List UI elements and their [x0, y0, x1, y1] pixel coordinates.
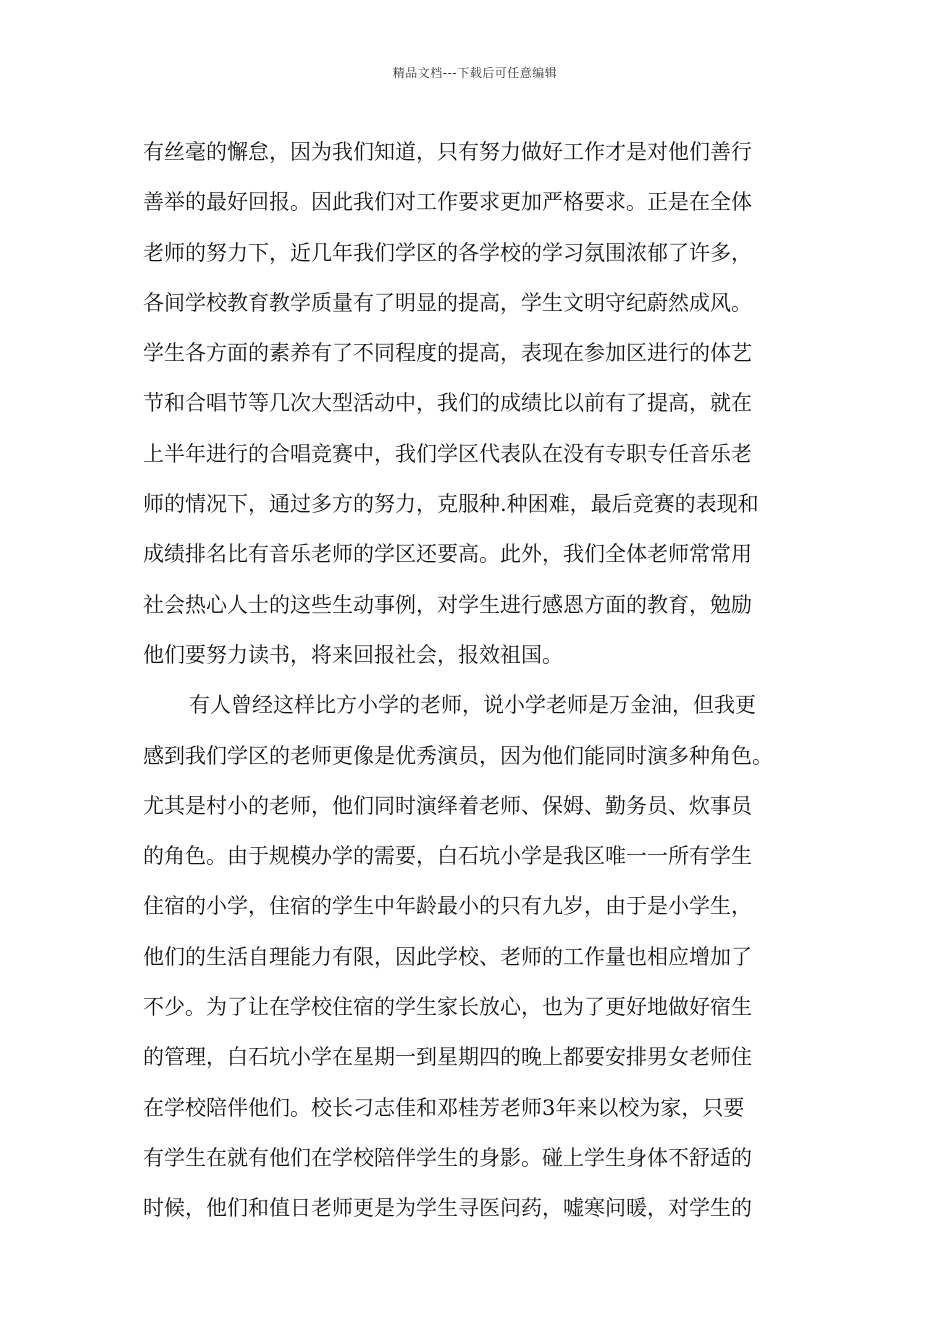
text-line: 尤其是村小的老师，他们同时演绎着老师、保姆、勤务员、炊事员	[143, 793, 752, 818]
text-line: 不少。为了让在学校住宿的学生家长放心，也为了更好地做好宿生	[143, 995, 752, 1020]
text-line: 的管理，白石坑小学在星期一到星期四的晚上都要安排男女老师住	[143, 1045, 752, 1070]
text-line: 的角色。由于规模办学的需要，白石坑小学是我区唯一一所有学生	[143, 844, 752, 869]
text-line: 在学校陪伴他们。校长刁志佳和邓桂芳老师3年来以校为家，只要	[143, 1095, 745, 1120]
text-line: 时候，他们和值日老师更是为学生寻医问药，嘘寒问暖，对学生的	[143, 1196, 752, 1221]
text-line: 他们的生活自理能力有限，因此学校、老师的工作量也相应增加了	[143, 944, 752, 969]
text-line: 社会热心人士的这些生动事例，对学生进行感恩方面的教育，勉励	[143, 592, 752, 617]
text-line: 住宿的小学，住宿的学生中年龄最小的只有九岁，由于是小学生，	[143, 894, 752, 919]
body-text	[143, 127, 823, 1234]
text-line: 有学生在就有他们在学校陪伴学生的身影。碰上学生身体不舒适的	[143, 1145, 752, 1170]
text-line: 善举的最好回报。因此我们对工作要求更加严格要求。正是在全体	[143, 190, 752, 215]
text-line: 成绩排名比有音乐老师的学区还要高。此外，我们全体老师常常用	[143, 542, 752, 567]
text-line: 有丝毫的懈怠，因为我们知道，只有努力做好工作才是对他们善行	[143, 140, 752, 164]
text-line: 师的情况下，通过多方的努力，克服种.种困难，最后竞赛的表现和	[143, 492, 759, 517]
page-header: 精品文档---下载后可任意编辑	[392, 66, 558, 80]
text-line: 节和合唱节等几次大型活动中，我们的成绩比以前有了提高，就在	[143, 391, 752, 416]
text-line: 老师的努力下，近几年我们学区的各学校的学习氛围浓郁了许多，	[143, 240, 752, 265]
text-line: 各间学校教育教学质量有了明显的提高，学生文明守纪蔚然成风。	[143, 290, 752, 315]
paragraph-start-line: 有人曾经这样比方小学的老师，说小学老师是万金油，但我更	[189, 693, 756, 718]
text-line: 感到我们学区的老师更像是优秀演员，因为他们能同时演多种角色。	[143, 743, 773, 768]
text-line: 学生各方面的素养有了不同程度的提高，表现在参加区进行的体艺	[143, 341, 752, 366]
text-line: 上半年进行的合唱竞赛中，我们学区代表队在没有专职专任音乐老	[143, 441, 752, 466]
text-line: 他们要努力读书，将来回报社会，报效祖国。	[143, 642, 563, 667]
